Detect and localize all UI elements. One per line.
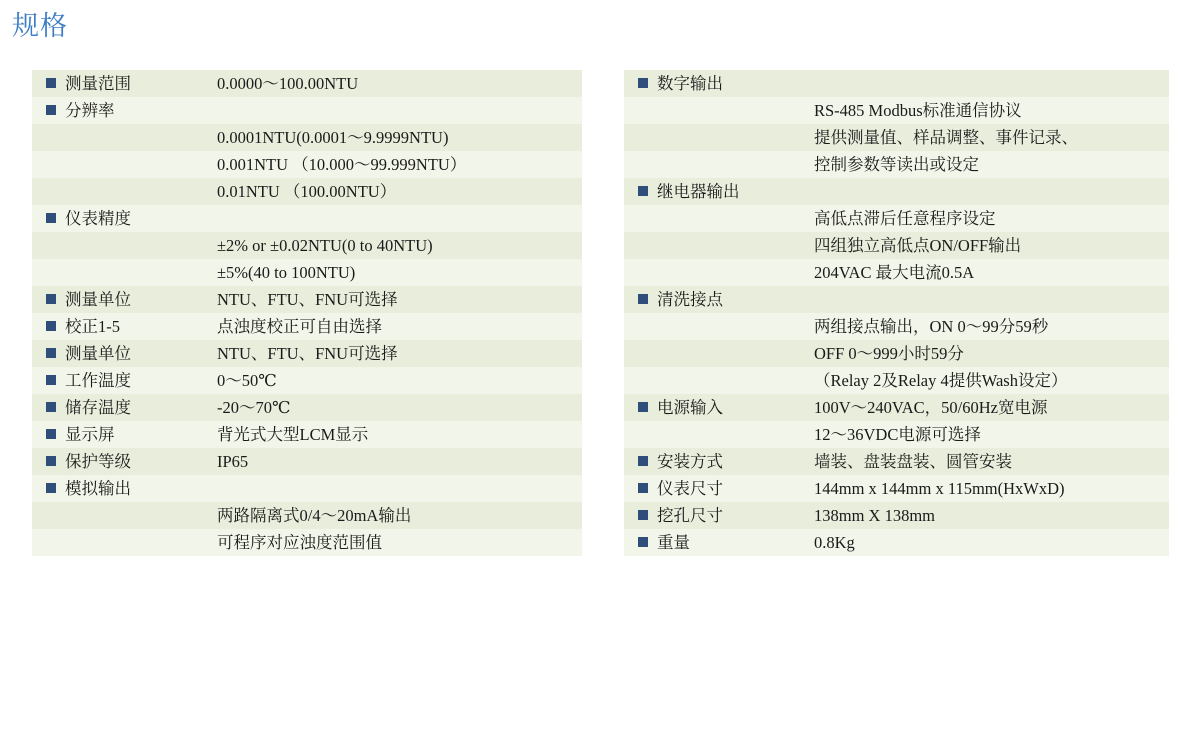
spec-label-text: 继电器输出 (657, 182, 740, 201)
spec-label-text: 数字输出 (657, 74, 723, 93)
spec-row (32, 178, 582, 205)
spec-label-text: 储存温度 (65, 398, 131, 417)
square-bullet-icon (46, 429, 56, 439)
spec-value-text: RS-485 Modbus标准通信协议 (814, 101, 1022, 120)
spec-value-cell (217, 394, 582, 421)
spec-value-text: 控制参数等读出或设定 (814, 155, 979, 174)
spec-value-text: 墙装、盘装盘装、圆管安装 (814, 452, 1012, 471)
spec-value-text: 点浊度校正可自由选择 (217, 317, 382, 336)
spec-row (32, 232, 582, 259)
spec-label-cell (32, 259, 217, 286)
spec-value-cell (217, 124, 582, 151)
spec-value-text: 四组独立高低点ON/OFF输出 (814, 236, 1022, 255)
spec-value-cell (814, 70, 1169, 97)
spec-label-cell (32, 448, 217, 475)
spec-value-cell (217, 421, 582, 448)
spec-row (624, 367, 1169, 394)
spec-columns (0, 70, 1202, 556)
spec-row (624, 286, 1169, 313)
spec-label-cell (32, 475, 217, 502)
spec-label-cell (624, 259, 814, 286)
spec-value-text: ±5%(40 to 100NTU) (217, 263, 356, 282)
spec-label-text: 仪表尺寸 (657, 479, 723, 498)
spec-row (624, 475, 1169, 502)
spec-value-text: 0.01NTU （100.00NTU） (217, 182, 397, 201)
spec-label-cell (624, 286, 814, 313)
square-bullet-icon (46, 402, 56, 412)
spec-value-text: 0～50℃ (217, 371, 277, 390)
spec-row (32, 313, 582, 340)
spec-value-text: 138mm X 138mm (814, 506, 936, 525)
spec-row (624, 124, 1169, 151)
spec-row (624, 313, 1169, 340)
spec-label-cell (624, 97, 814, 124)
spec-value-cell (814, 367, 1169, 394)
spec-label-cell (624, 502, 814, 529)
spec-value-cell (814, 259, 1169, 286)
square-bullet-icon (46, 78, 56, 88)
spec-label-text: 测量范围 (65, 74, 131, 93)
spec-value-text: 可程序对应浊度范围值 (217, 533, 382, 552)
square-bullet-icon (46, 321, 56, 331)
spec-label-cell (32, 178, 217, 205)
spec-row (624, 502, 1169, 529)
spec-value-cell (814, 178, 1169, 205)
spec-value-text: 高低点滞后任意程序设定 (814, 209, 996, 228)
spec-value-cell (814, 286, 1169, 313)
spec-value-text: 0.8Kg (814, 533, 855, 552)
spec-label-cell (624, 232, 814, 259)
spec-value-cell (217, 475, 582, 502)
spec-value-cell (217, 529, 582, 556)
square-bullet-icon (638, 537, 648, 547)
spec-value-text: 144mm x 144mm x 115mm(HxWxD) (814, 479, 1065, 498)
square-bullet-icon (638, 402, 648, 412)
spec-label-cell (32, 502, 217, 529)
spec-label-cell (32, 124, 217, 151)
spec-label-cell (624, 124, 814, 151)
spec-value-text: 204VAC 最大电流0.5A (814, 263, 975, 282)
spec-label-cell (624, 205, 814, 232)
spec-label-cell (624, 529, 814, 556)
spec-value-cell (814, 340, 1169, 367)
spec-table-left (32, 70, 582, 556)
spec-value-text: 提供测量值、样品调整、事件记录、 (814, 128, 1078, 147)
spec-value-cell (814, 448, 1169, 475)
spec-label-cell (624, 70, 814, 97)
spec-label-text: 校正1-5 (65, 317, 120, 336)
spec-row (32, 421, 582, 448)
spec-row (32, 97, 582, 124)
spec-value-text: NTU、FTU、FNU可选择 (217, 344, 398, 363)
spec-label-cell (32, 286, 217, 313)
spec-label-cell (624, 178, 814, 205)
spec-label-text: 挖孔尺寸 (657, 506, 723, 525)
spec-value-cell (217, 205, 582, 232)
spec-row (32, 124, 582, 151)
spec-value-cell (814, 205, 1169, 232)
spec-row (32, 205, 582, 232)
spec-row (624, 421, 1169, 448)
spec-label-text: 显示屏 (65, 425, 115, 444)
square-bullet-icon (638, 78, 648, 88)
spec-value-text: -20～70℃ (217, 398, 291, 417)
spec-row (624, 205, 1169, 232)
spec-label-cell (32, 151, 217, 178)
square-bullet-icon (46, 294, 56, 304)
square-bullet-icon (638, 483, 648, 493)
square-bullet-icon (46, 213, 56, 223)
spec-row (32, 70, 582, 97)
spec-value-cell (217, 313, 582, 340)
spec-label-text: 电源输入 (657, 398, 723, 417)
spec-value-cell (217, 178, 582, 205)
spec-value-text: IP65 (217, 452, 249, 471)
spec-label-cell (32, 394, 217, 421)
spec-row (624, 178, 1169, 205)
spec-value-cell (814, 421, 1169, 448)
spec-value-cell (217, 448, 582, 475)
spec-row (32, 286, 582, 313)
square-bullet-icon (638, 294, 648, 304)
spec-row (624, 394, 1169, 421)
spec-value-text: 背光式大型LCM显示 (217, 425, 369, 444)
spec-label-cell (32, 367, 217, 394)
spec-row (32, 475, 582, 502)
spec-value-cell (814, 124, 1169, 151)
square-bullet-icon (46, 105, 56, 115)
square-bullet-icon (638, 510, 648, 520)
spec-row (32, 529, 582, 556)
spec-label-text: 测量单位 (65, 290, 131, 309)
spec-value-text: 0.0001NTU(0.0001～9.9999NTU) (217, 128, 449, 147)
spec-value-text: ±2% or ±0.02NTU(0 to 40NTU) (217, 236, 433, 255)
spec-label-cell (32, 205, 217, 232)
spec-label-cell (624, 448, 814, 475)
spec-row (32, 448, 582, 475)
spec-value-cell (217, 232, 582, 259)
spec-value-cell (217, 70, 582, 97)
spec-value-text: 两组接点输出，ON 0～99分59秒 (814, 317, 1049, 336)
spec-label-text: 分辨率 (65, 101, 115, 120)
spec-value-cell (814, 475, 1169, 502)
spec-value-text: 12～36VDC电源可选择 (814, 425, 981, 444)
spec-label-cell (32, 97, 217, 124)
spec-row (32, 151, 582, 178)
spec-row (32, 340, 582, 367)
spec-value-text: 0.0000～100.00NTU (217, 74, 359, 93)
spec-label-cell (32, 340, 217, 367)
spec-label-text: 重量 (657, 533, 690, 552)
spec-label-cell (32, 529, 217, 556)
spec-value-text: OFF 0～999小时59分 (814, 344, 964, 363)
spec-label-cell (624, 151, 814, 178)
spec-label-cell (624, 421, 814, 448)
spec-value-cell (217, 151, 582, 178)
spec-label-cell (32, 232, 217, 259)
spec-row (32, 502, 582, 529)
page-title: 规格 (12, 11, 68, 41)
spec-value-cell (814, 232, 1169, 259)
spec-row (32, 259, 582, 286)
spec-value-cell (217, 286, 582, 313)
square-bullet-icon (46, 456, 56, 466)
spec-row (32, 367, 582, 394)
spec-row (624, 70, 1169, 97)
spec-row (624, 259, 1169, 286)
spec-label-text: 安装方式 (657, 452, 723, 471)
spec-row (624, 340, 1169, 367)
spec-label-cell (32, 421, 217, 448)
spec-value-cell (814, 394, 1169, 421)
spec-value-text: （Relay 2及Relay 4提供Wash设定） (814, 371, 1068, 390)
spec-value-text: NTU、FTU、FNU可选择 (217, 290, 398, 309)
spec-label-text: 模拟输出 (65, 479, 131, 498)
spec-value-text: 0.001NTU （10.000～99.999NTU） (217, 155, 467, 174)
spec-row (624, 151, 1169, 178)
spec-value-cell (814, 151, 1169, 178)
spec-label-cell (32, 313, 217, 340)
spec-value-cell (814, 529, 1169, 556)
spec-label-cell (32, 70, 217, 97)
spec-label-cell (624, 475, 814, 502)
square-bullet-icon (638, 456, 648, 466)
spec-value-text: 两路隔离式0/4～20mA输出 (217, 506, 412, 525)
spec-label-cell (624, 340, 814, 367)
spec-label-text: 测量单位 (65, 344, 131, 363)
spec-row (624, 448, 1169, 475)
spec-row (32, 394, 582, 421)
spec-value-text: 100V～240VAC，50/60Hz宽电源 (814, 398, 1048, 417)
spec-label-text: 保护等级 (65, 452, 131, 471)
spec-row (624, 97, 1169, 124)
spec-label-cell (624, 313, 814, 340)
square-bullet-icon (46, 348, 56, 358)
spec-value-cell (217, 340, 582, 367)
square-bullet-icon (46, 375, 56, 385)
spec-value-cell (217, 97, 582, 124)
spec-label-text: 清洗接点 (657, 290, 723, 309)
spec-row (624, 232, 1169, 259)
spec-value-cell (814, 502, 1169, 529)
spec-value-cell (814, 313, 1169, 340)
spec-label-cell (624, 367, 814, 394)
spec-table-right (624, 70, 1169, 556)
spec-value-cell (814, 97, 1169, 124)
spec-label-text: 工作温度 (65, 371, 131, 390)
spec-value-cell (217, 502, 582, 529)
square-bullet-icon (638, 186, 648, 196)
spec-value-cell (217, 259, 582, 286)
spec-value-cell (217, 367, 582, 394)
spec-label-cell (624, 394, 814, 421)
square-bullet-icon (46, 483, 56, 493)
spec-row (624, 529, 1169, 556)
spec-label-text: 仪表精度 (65, 209, 131, 228)
